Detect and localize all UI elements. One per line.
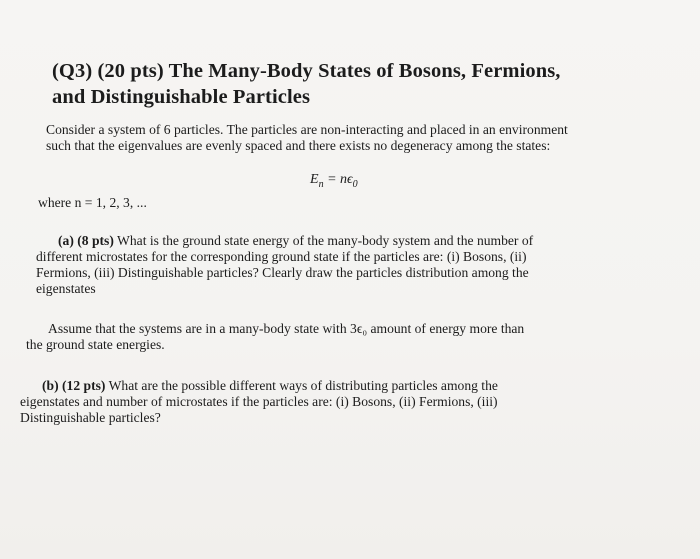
- where-clause: where n = 1, 2, 3, ...: [38, 195, 147, 210]
- equation-lhs: E: [310, 172, 319, 187]
- part-a-text-1: What is the ground state energy of the many-body system and the number of: [113, 233, 534, 248]
- energy-equation: [310, 172, 358, 190]
- part-a-line-1: [36, 233, 636, 249]
- part-b-label: (b) (12 pts): [42, 378, 106, 393]
- part-a-line-2: different microstates for the corresponding ground state if the particles are: (i) Bosons, (ii): [36, 249, 527, 264]
- question-title: [52, 58, 652, 110]
- part-b-line-2: eigenstates and number of microstates if the particles are: (i) Bosons, (ii) Fermions, (iii): [20, 394, 498, 409]
- assume-line-2: the ground state energies.: [26, 337, 165, 352]
- title-line-2: and Distinguishable Particles: [52, 86, 311, 108]
- part-a-paragraph: [36, 233, 636, 297]
- equation-rhs: = nϵ: [323, 172, 353, 187]
- assumption-paragraph: [26, 321, 640, 353]
- intro-line-2: such that the eigenvalues are evenly spaced and there exists no degeneracy among the states:: [46, 138, 551, 153]
- part-b-text-1: What are the possible different ways of distributing particles among the: [105, 378, 498, 393]
- intro-paragraph: [46, 122, 646, 154]
- part-b-line-1: [20, 378, 642, 394]
- equation-lhs-subscript: n: [318, 178, 324, 190]
- part-b-paragraph: [20, 378, 642, 426]
- part-a-line-4: eigenstates: [36, 281, 96, 296]
- part-b-line-3: Distinguishable particles?: [20, 410, 161, 425]
- title-line-1: (Q3) (20 pts) The Many-Body States of Bosons, Fermions,: [52, 60, 561, 82]
- part-a-line-3: Fermions, (iii) Distinguishable particles? Clearly draw the particles distribution among the: [36, 265, 529, 280]
- intro-line-1: Consider a system of 6 particles. The particles are non-interacting and placed in an environment: [46, 122, 568, 137]
- equation-rhs-subscript: 0: [352, 178, 358, 190]
- assume-line-1: Assume that the systems are in a many-body state with 3ϵ₀ amount of energy more than: [48, 321, 525, 336]
- part-a-label: (a) (8 pts): [58, 233, 114, 248]
